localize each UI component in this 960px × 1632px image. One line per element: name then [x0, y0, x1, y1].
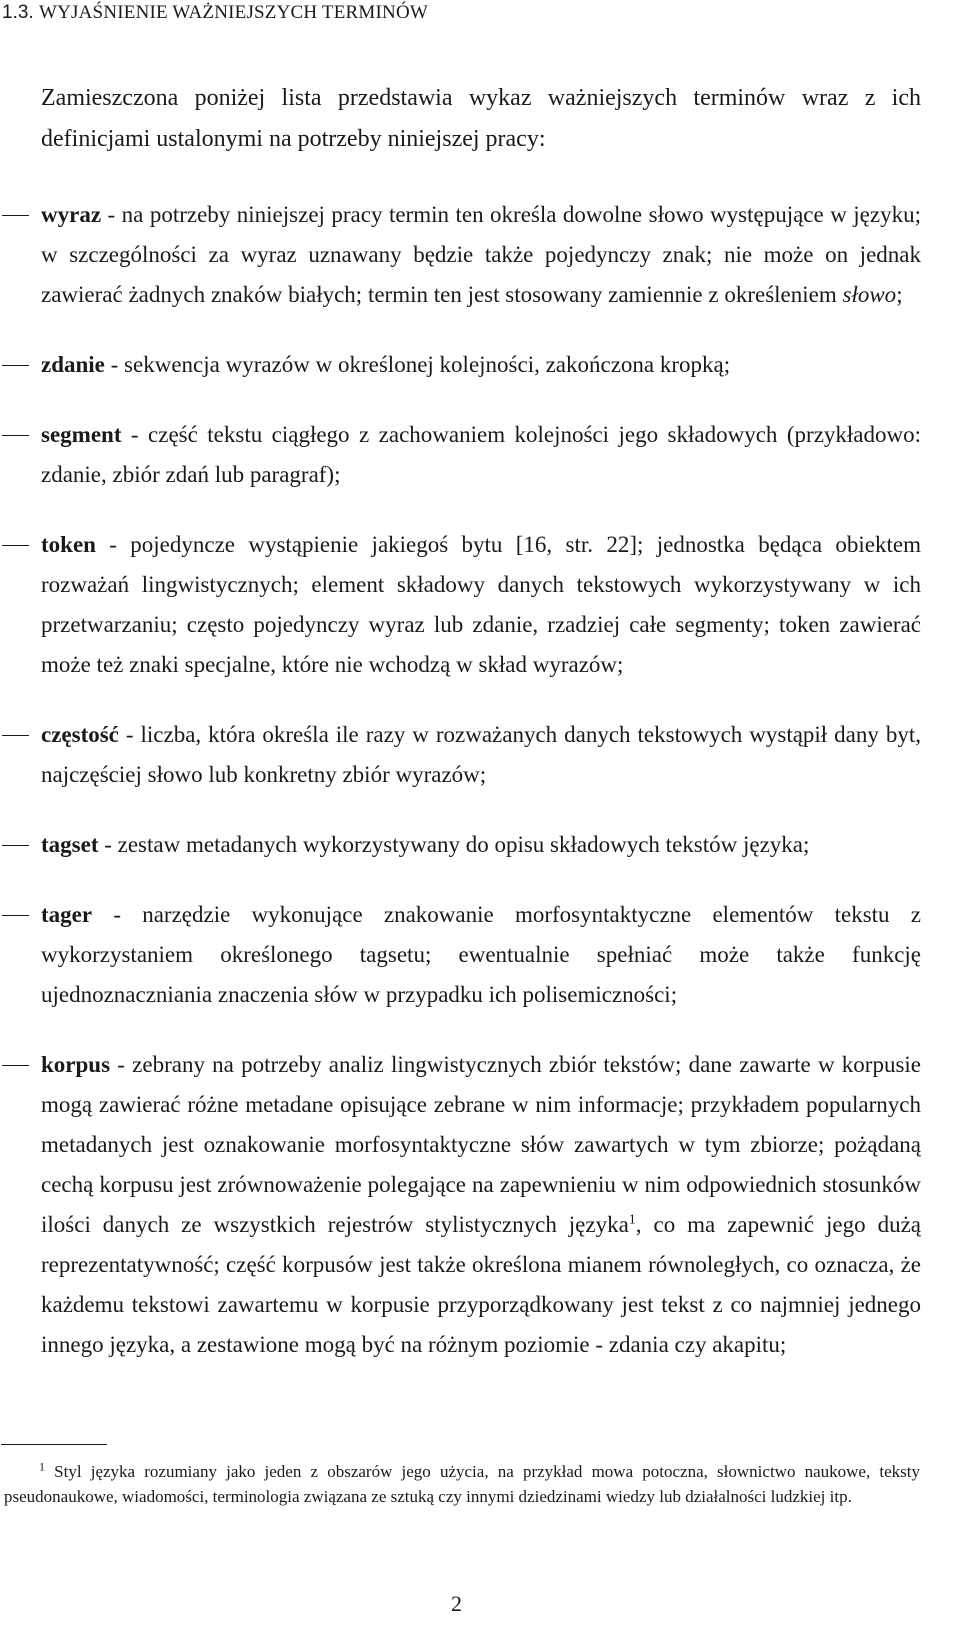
term-definition: - zebrany na potrzeby analiz lingwistycznych zbiór tekstów; dane zawarte w korpusie mogą zawierać różne metadane opisujące zebrane w nim informacje; przykładem popularnych metadanych jest oznakowanie morfosyntaktyczne słów zawartych w tym zbiorze; pożądaną cechą korpusu jest zrównoważenie polegające na zapewnieniu w nim odpowiednich stosunków ilości danych ze wszystkich rejestrów stylistycznych języka [41, 1052, 921, 1237]
em-dash-bullet [2, 215, 29, 216]
em-dash-bullet [2, 915, 29, 916]
term-item-korpus [0, 1045, 921, 1365]
footnote [4, 1459, 920, 1509]
em-dash-bullet [2, 545, 29, 546]
term-name: wyraz [41, 202, 102, 227]
footnote-text: Styl języka rozumiany jako jeden z obszarów jego użycia, na przykład mowa potoczna, słownictwo naukowe, teksty pseudonaukowe, wiadomości, terminologia związana ze sztuką czy innymi dziedzinami wiedzy lub działalności ludzkiej itp. [4, 1462, 920, 1506]
page-number: 2 [451, 1591, 462, 1616]
term-definition: - sekwencja wyrazów w określonej kolejności, zakończona kropką; [104, 352, 731, 377]
term-definition: - narzędzie wykonujące znakowanie morfosyntaktyczne elementów tekstu z wykorzystaniem określonego tagsetu; ewentualnie spełniać może także funkcję ujednoznaczniania znaczenia słów w przypadku ich polisemiczności; [41, 902, 921, 1007]
footnote-rule [1, 1444, 107, 1445]
term-name: tager [41, 902, 93, 927]
term-item-tager [0, 895, 921, 1015]
em-dash-bullet [2, 435, 29, 436]
term-name: token [41, 532, 96, 557]
section-number: 1.3. [2, 2, 34, 23]
term-definition: - pojedyncze wystąpienie jakiegoś bytu [16, str. 22]; jednostka będąca obiektem rozważań lingwistycznych; element składowy danych tekstowych wykorzystywany w ich przetwarzaniu; często pojedynczy wyraz lub zdanie, rzadziej całe segmenty; token zawierać może też znaki specjalne, które nie wchodzą w skład wyrazów; [41, 532, 921, 677]
term-name: segment [41, 422, 122, 447]
term-item-token [0, 525, 921, 685]
term-definition-italic: słowo [842, 282, 897, 307]
term-item-czestosc [0, 715, 921, 795]
term-definition: - liczba, która określa ile razy w rozważanych danych tekstowych wystąpił dany byt, najczęściej słowo lub konkretny zbiór wyrazów; [41, 722, 921, 787]
term-name: zdanie [41, 352, 105, 377]
terms-list [0, 195, 960, 1395]
term-definition: - część tekstu ciągłego z zachowaniem kolejności jego składowych (przykładowo: zdanie, zbiór zdań lub paragraf); [41, 422, 921, 487]
term-definition: - zestaw metadanych wykorzystywany do opisu składowych tekstów języka; [98, 832, 810, 857]
term-definition-end: , co ma zapewnić jego dużą reprezentatywność; część korpusów jest także określona mianem równoległych, co oznacza, że każdemu tekstowi zawartemu w korpusie przyporządkowany jest tekst z co najmniej jednego innego języka, a zestawione mogą być na różnym poziomie - zdania czy akapitu; [41, 1212, 921, 1357]
footnote-mark: 1 [39, 1459, 45, 1474]
term-item-wyraz [0, 195, 921, 315]
em-dash-bullet [2, 365, 29, 366]
term-item-tagset [0, 825, 921, 865]
footnote-reference[interactable]: 1 [628, 1212, 636, 1228]
term-definition-end: ; [896, 282, 903, 307]
term-name: korpus [41, 1052, 111, 1077]
section-title: WYJAŚNIENIE WAŻNIEJSZYCH TERMINÓW [38, 2, 429, 23]
section-heading [2, 1, 428, 25]
em-dash-bullet [2, 735, 29, 736]
em-dash-bullet [2, 1065, 29, 1066]
term-item-segment [0, 415, 921, 495]
em-dash-bullet [2, 845, 29, 846]
term-name: częstość [41, 722, 119, 747]
term-item-zdanie [0, 345, 921, 385]
intro-paragraph: Zamieszczona poniżej lista przedstawia wykaz ważniejszych terminów wraz z ich definicjami ustalonymi na potrzeby niniejszej pracy: [41, 85, 921, 152]
term-definition: - na potrzeby niniejszej pracy termin ten określa dowolne słowo występujące w języku; w szczególności za wyraz uznawany będzie także pojedynczy znak; nie może on jednak zawierać żadnych znaków białych; termin ten jest stosowany zamiennie z określeniem [41, 202, 921, 307]
term-name: tagset [41, 832, 99, 857]
